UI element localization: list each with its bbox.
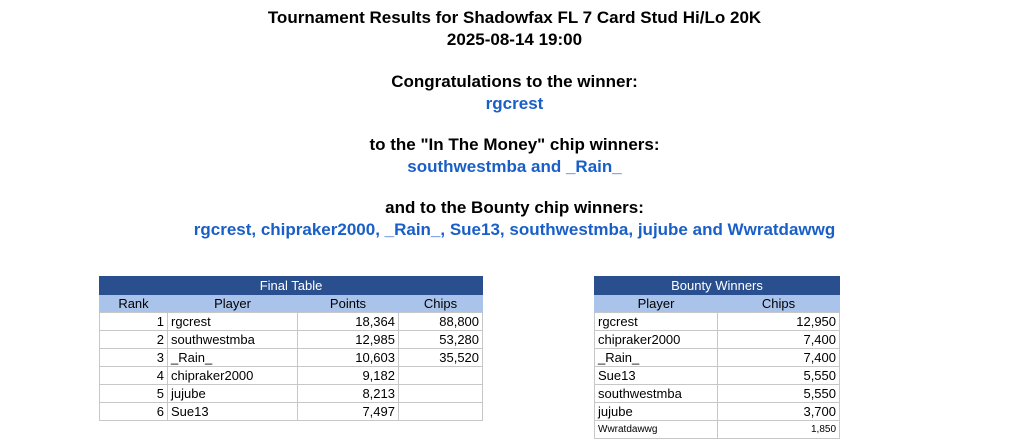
tournament-datetime: 2025-08-14 19:00 — [446, 30, 583, 49]
table-row — [595, 331, 840, 349]
winner-label: Congratulations to the winner: — [391, 72, 638, 91]
player-cell: _Rain_ — [595, 349, 718, 367]
chips-cell — [399, 385, 483, 403]
chips-cell — [399, 403, 483, 421]
table-row — [100, 331, 483, 349]
chips-cell: 3,700 — [718, 403, 840, 421]
column-header-player: Player — [595, 295, 718, 313]
chips-cell: 35,520 — [399, 349, 483, 367]
player-cell: jujube — [168, 385, 298, 403]
table-row — [100, 367, 483, 385]
bounty-table-title: Bounty Winners — [595, 277, 840, 295]
player-cell: rgcrest — [595, 313, 718, 331]
column-header-chips: Chips — [718, 295, 840, 313]
chips-cell: 53,280 — [399, 331, 483, 349]
player-cell: Sue13 — [595, 367, 718, 385]
player-cell: chipraker2000 — [168, 367, 298, 385]
player-cell: rgcrest — [168, 313, 298, 331]
chips-cell: 7,400 — [718, 349, 840, 367]
bounty-winner-names: rgcrest, chipraker2000, _Rain_, Sue13, southwestmba, jujube and Wwratdawwg — [193, 220, 836, 239]
itm-winner-names: southwestmba and _Rain_ — [407, 157, 622, 176]
rank-cell: 4 — [100, 367, 168, 385]
column-header-player: Player — [168, 295, 298, 313]
points-cell: 18,364 — [298, 313, 399, 331]
column-header-points: Points — [298, 295, 399, 313]
player-cell: jujube — [595, 403, 718, 421]
column-header-chips: Chips — [399, 295, 483, 313]
column-header-rank: Rank — [100, 295, 168, 313]
rank-cell: 2 — [100, 331, 168, 349]
player-cell: Sue13 — [168, 403, 298, 421]
chips-cell: 7,400 — [718, 331, 840, 349]
points-cell: 9,182 — [298, 367, 399, 385]
table-row — [595, 313, 840, 331]
player-cell: Wwratdawwg — [595, 421, 718, 439]
points-cell: 8,213 — [298, 385, 399, 403]
page-title: Tournament Results for Shadowfax FL 7 Card Stud Hi/Lo 20K — [267, 8, 762, 27]
points-cell: 7,497 — [298, 403, 399, 421]
table-row — [100, 349, 483, 367]
table-row — [100, 403, 483, 421]
chips-cell: 5,550 — [718, 367, 840, 385]
rank-cell: 5 — [100, 385, 168, 403]
chips-cell — [399, 367, 483, 385]
table-row — [100, 385, 483, 403]
table-row — [595, 421, 840, 439]
table-row — [595, 385, 840, 403]
player-cell: chipraker2000 — [595, 331, 718, 349]
chips-cell: 12,950 — [718, 313, 840, 331]
chips-cell: 1,850 — [718, 421, 840, 439]
points-cell: 10,603 — [298, 349, 399, 367]
winner-name: rgcrest — [485, 94, 544, 113]
chips-cell: 88,800 — [399, 313, 483, 331]
bounty-label: and to the Bounty chip winners: — [385, 198, 644, 217]
table-row — [100, 313, 483, 331]
player-cell: southwestmba — [168, 331, 298, 349]
final-table-title: Final Table — [100, 277, 483, 295]
table-row — [595, 403, 840, 421]
bounty-table — [594, 276, 840, 439]
player-cell: southwestmba — [595, 385, 718, 403]
rank-cell: 1 — [100, 313, 168, 331]
rank-cell: 6 — [100, 403, 168, 421]
table-row — [595, 349, 840, 367]
points-cell: 12,985 — [298, 331, 399, 349]
itm-label: to the "In The Money" chip winners: — [369, 135, 660, 154]
final-table — [99, 276, 483, 421]
rank-cell: 3 — [100, 349, 168, 367]
chips-cell: 5,550 — [718, 385, 840, 403]
player-cell: _Rain_ — [168, 349, 298, 367]
table-row — [595, 367, 840, 385]
